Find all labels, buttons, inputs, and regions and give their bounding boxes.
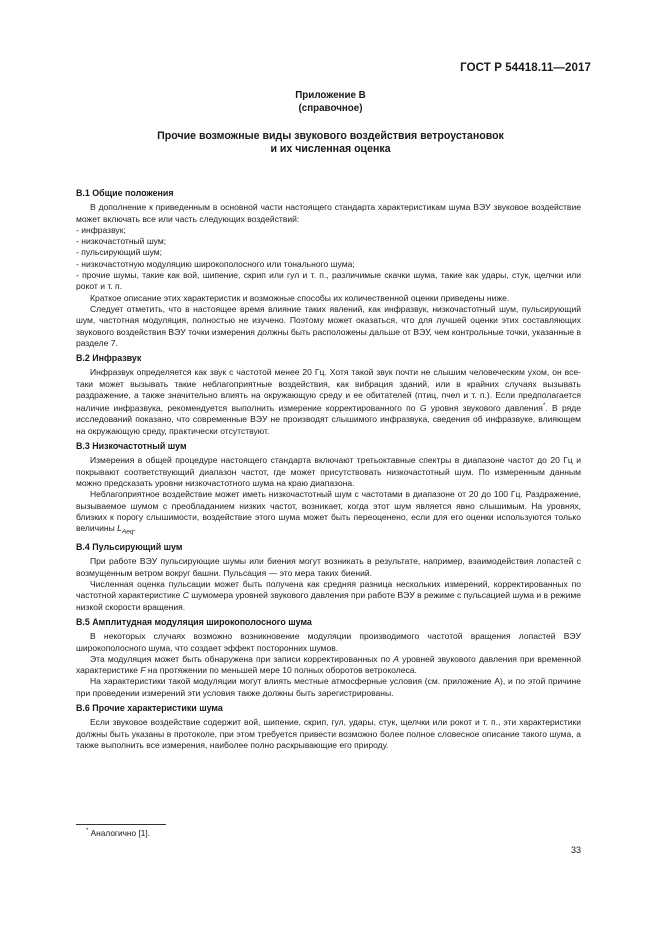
footnote xyxy=(86,828,150,838)
appendix-label: Приложение В xyxy=(295,90,366,101)
symbol-a: А xyxy=(393,653,399,664)
effects-list xyxy=(76,225,581,293)
appendix-heading xyxy=(0,90,661,115)
list-item: - низкочастотную модуляцию широкополосного или тонального шума; xyxy=(76,258,355,269)
text-run: . xyxy=(133,523,136,534)
symbol-g: G xyxy=(419,403,427,414)
title-line-1: Прочие возможные виды звукового воздействия ветроустановок xyxy=(157,130,504,142)
symbol-f: F xyxy=(140,665,146,676)
paragraph xyxy=(76,367,581,437)
text-run: Численная оценка пульсации может быть получена как средняя разница нескольких измерений, корректированных по частотной характеристике xyxy=(76,579,581,601)
paragraph: При работе ВЭУ пульсирующие шумы или биения могут возникать в результате, например, взаимодействия лопастей с возмущенным ветром вокруг башни. Пульсация — это мера таких биений. xyxy=(76,556,581,578)
footnote-ref: * xyxy=(542,403,546,410)
text-run: шумомера уровней звукового давления при работе ВЭУ в режиме с пульсацией шума и в режиме низкой скорости вращения. xyxy=(76,590,582,612)
text-run: . В ряде исследований показано, что современные ВЭУ не производят слышимого инфразвука, сведения об инфразвуке, влияющем на окружающую среду, практически отсутствуют. xyxy=(76,403,581,436)
text-run: на протяжении по меньшей мере 10 полных оборотов ветроколеса. xyxy=(145,665,417,676)
paragraph: Следует отметить, что в настоящее время влияние таких явлений, как инфразвук, низкочастотный шум, пульсирующий шум, частотная модуляция, полностью не изучено. Поэтому может оказаться, что для лучшей оценки этих составляющих звукового воздействия ВЭУ точки измерения должны быть расположены дальше от ВЭУ, чем контрольные точки, указанные в разделе 7. xyxy=(76,303,581,348)
paragraph xyxy=(76,654,581,677)
paragraph: Краткое описание этих характеристик и возможные способы их количественной оценки приведены ниже. xyxy=(90,292,510,303)
symbol-c: С xyxy=(182,590,189,601)
section-b3 xyxy=(76,441,581,538)
appendix-title xyxy=(60,130,601,156)
text-run: Неблагоприятное воздействие может иметь низкочастотный шум с частотами в диапазоне от 20 до 100 Гц. Раздражение, вызываемое шумом с преобладанием низких частот, возникает, когда этот шум является явно слышимым. На уровнях, близких к порогу слышимости, воздействие этого шума может быть переоценено, если для его оценки используются только величины xyxy=(76,489,581,534)
section-heading: В.5 Амплитудная модуляция широкополосного шума xyxy=(76,616,312,627)
footnote-mark: * xyxy=(86,828,89,835)
symbol-l: L xyxy=(117,523,122,534)
footnote-separator xyxy=(76,824,166,825)
section-heading: В.6 Прочие характеристики шума xyxy=(76,703,223,714)
text-run: Инфразвук определяется как звук с частотой менее 20 Гц. Хотя такой звук почти не слышим человеческим ухом, он все-таки может вызывать такие неблагоприятные воздействия, как вибрация зданий, или в крайних случаях вызывать раздражение, а также значительно влиять на окружающую среду и ее обитателей (птиц, пчел и т. п.). Если предполагается наличие инфразвука, рекомендуется выполнить измерение корректированного по xyxy=(76,367,581,414)
section-heading: В.1 Общие положения xyxy=(76,188,174,198)
title-line-2: и их численная оценка xyxy=(270,143,391,155)
paragraph xyxy=(76,489,581,538)
section-heading: В.2 Инфразвук xyxy=(76,353,142,364)
text-run: уровней звукового давления при временной характеристике xyxy=(76,653,581,676)
paragraph: Измерения в общей процедуре настоящего стандарта включают третьоктавные спектры в диапазоне частот до 20 Гц и покрывают соответствующий диапазон частот, где может присутствовать низкочастотный шум. По измеренным данным можно предсказать уровни низкочастотного шума на краю диапазона. xyxy=(76,455,581,488)
paragraph: На характеристики такой модуляции могут влиять местные атмосферные условия (см. приложение А), и по этой причине при проведении измерений эти условия также должны быть зарегистрированы. xyxy=(76,676,581,698)
list-item: - инфразвук; xyxy=(76,224,126,235)
section-b1 xyxy=(76,188,581,349)
paragraph: В дополнение к приведенным в основной части настоящего стандарта характеристикам шума ВЭУ звуковое воздействие может включать все или часть следующих воздействий: xyxy=(76,202,581,224)
text-run: Эта модуляция может быть обнаружена при записи корректированных по xyxy=(90,653,394,664)
appendix-kind: (справочное) xyxy=(298,102,363,114)
paragraph: В некоторых случаях возможно возникновение модуляции производимого частотой вращения лопастей ВЭУ широкополосного шума, что создает эффект посторонних шумов. xyxy=(76,631,581,653)
section-b4 xyxy=(76,542,581,613)
list-item: - прочие шумы, такие как вой, шипение, скрип или гул и т. п., различимые скачки шума, такие как удары, стук, щелчки или рокот и т. п. xyxy=(76,270,581,292)
section-heading: В.3 Низкочастотный шум xyxy=(76,441,187,452)
list-item: - низкочастотный шум; xyxy=(76,236,167,247)
page-number: 33 xyxy=(570,845,581,855)
paragraph: Если звуковое воздействие содержит вой, шипение, скрип, гул, удары, стук, щелчки или рокот и т. п., эти характеристики должны быть указаны в протоколе, при этом требуется привести возможно более полное словесное описание такого шума, а также выполнить все измерения, наиболее полно раскрывающие его природу. xyxy=(76,717,581,750)
standard-number: ГОСТ Р 54418.11—2017 xyxy=(460,62,591,74)
section-b2 xyxy=(76,353,581,437)
text-run: уровня звукового давления xyxy=(426,403,543,414)
section-b6 xyxy=(76,703,581,751)
symbol-subscript: Aeq xyxy=(121,528,134,536)
section-b5 xyxy=(76,617,581,699)
list-item: - пульсирующий шум; xyxy=(76,247,163,258)
footnote-text: Аналогично [1]. xyxy=(88,828,150,838)
document-body xyxy=(76,184,581,751)
section-heading: В.4 Пульсирующий шум xyxy=(76,542,183,553)
paragraph xyxy=(76,579,581,613)
